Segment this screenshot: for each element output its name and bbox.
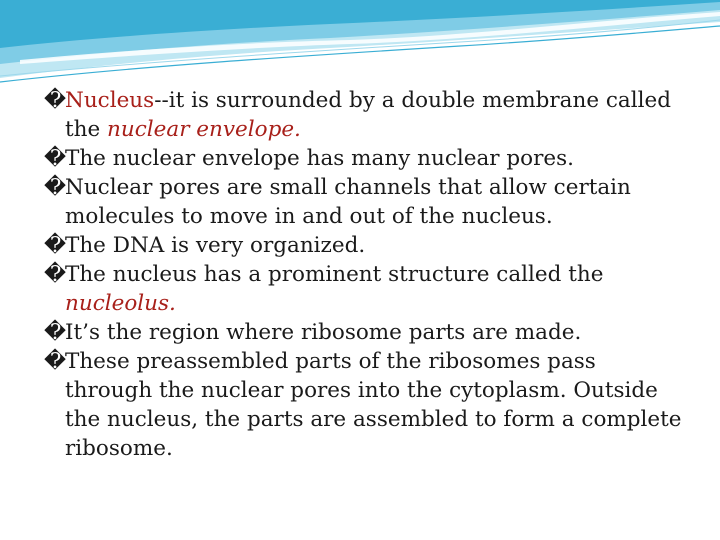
- term-nuclear-envelope: nuclear envelope.: [107, 117, 301, 142]
- bullet-text: The nucleus has a prominent structure called the: [65, 262, 604, 287]
- bullet-text: The nuclear envelope has many nuclear pores.: [65, 146, 574, 171]
- bullet-marker: �: [44, 175, 67, 200]
- bullet-item-nuclear-pores: [44, 173, 684, 231]
- bullet-marker: �: [44, 349, 67, 374]
- bullet-marker: �: [44, 233, 67, 258]
- bullet-item-ribosome-assembly: [44, 347, 684, 463]
- bullet-item-ribosome-region: [44, 318, 684, 347]
- bullet-text: It’s the region where ribosome parts are made.: [65, 320, 582, 345]
- bullet-marker: �: [44, 88, 67, 113]
- bullet-text: These preassembled parts of the ribosomes pass through the nuclear pores into the cytoplasm. Outside the nucleus, the parts are assembled to form a complete ribosome.: [65, 349, 682, 461]
- bullet-marker: �: [44, 320, 67, 345]
- bullet-item-dna: [44, 231, 684, 260]
- bullet-item-nuclear-envelope-pores: [44, 144, 684, 173]
- bullet-text: Nuclear pores are small channels that allow certain molecules to move in and out of the nucleus.: [65, 175, 631, 229]
- header-wave-decoration: [0, 0, 720, 90]
- bullet-text: The DNA is very organized.: [65, 233, 366, 258]
- bullet-item-nucleolus: [44, 260, 684, 318]
- bullet-text: --it is surrounded by a double membrane called the: [65, 88, 671, 142]
- term-nucleus: Nucleus: [65, 88, 155, 113]
- bullet-marker: �: [44, 262, 67, 287]
- bullet-list: [44, 86, 684, 463]
- term-nucleolus: nucleolus.: [65, 291, 176, 316]
- bullet-marker: �: [44, 146, 67, 171]
- bullet-item-nucleus: [44, 86, 684, 144]
